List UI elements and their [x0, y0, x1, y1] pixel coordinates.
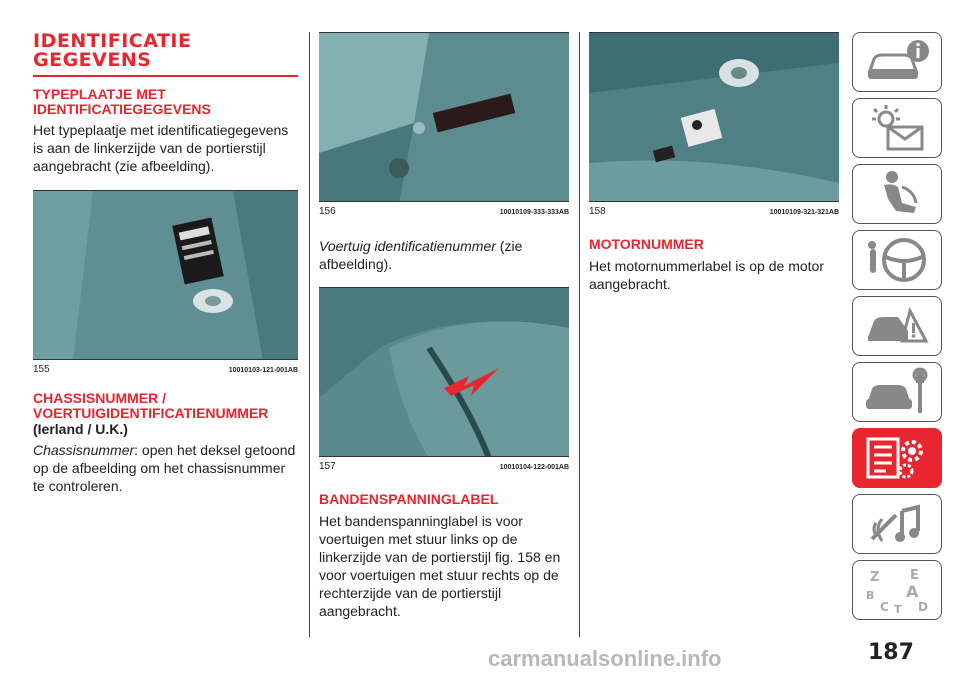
index-icon — [862, 565, 932, 615]
tab-car-wrench[interactable] — [852, 362, 942, 422]
hood-photo — [319, 288, 569, 457]
figure-number: 155 — [33, 364, 50, 375]
section-text-bandenspanning: Het bandenspanninglabel is voor voertuigen met stuur links op de linkerzijde van de portierstijl fig. 158 en voor voertuigen met stuur rechts op de rechterzijde van de portierstijl aangebracht. — [319, 513, 561, 619]
index-letter: E — [910, 568, 919, 583]
section-text-motornummer: Het motornummerlabel is op de motor aangebracht. — [589, 258, 824, 292]
body-text: : open het deksel getoond op de afbeelding om het chassisnummer te controleren. — [33, 442, 296, 494]
italic-term: Voertuig identificatienummer — [319, 238, 496, 254]
heading-line: TYPEPLAATJE MET — [33, 86, 166, 102]
figure-caption — [33, 364, 298, 375]
page-number: 187 — [868, 640, 914, 665]
page-title — [33, 32, 298, 70]
figure-code: 10010109-333-333AB — [499, 209, 569, 216]
section-subheading: (Ierland / U.K.) — [33, 421, 128, 437]
vin-plate-photo — [319, 33, 569, 202]
figure-caption — [319, 206, 569, 217]
figure-code: 10010104-122-001AB — [499, 464, 569, 471]
heading-line: CHASSISNUMMER / — [33, 390, 167, 406]
tab-warning-lights[interactable] — [852, 98, 942, 158]
italic-term: Chassisnummer — [33, 442, 135, 458]
figure-156 — [319, 32, 569, 202]
tab-multimedia[interactable] — [852, 494, 942, 554]
figure-number: 158 — [589, 206, 606, 217]
index-letter: C — [880, 600, 889, 614]
section-heading-bandenspanning: BANDENSPANNINGLABEL — [319, 491, 499, 507]
figure-code: 10010109-321-321AB — [769, 209, 839, 216]
title-line-2: GEGEVENS — [33, 49, 152, 71]
section-text-chassisnummer — [33, 441, 298, 495]
technical-data-icon — [862, 433, 932, 483]
car-wrench-icon — [862, 367, 932, 417]
figure-157 — [319, 287, 569, 457]
tyre-label-photo — [589, 33, 839, 202]
chapter-tabs — [852, 32, 942, 626]
vin-text — [319, 237, 569, 273]
title-line-1: IDENTIFICATIE — [33, 30, 192, 52]
figure-code: 10010103-121-001AB — [228, 367, 298, 374]
tab-car-info[interactable] — [852, 32, 942, 92]
section-heading-chassisnummer — [33, 391, 298, 421]
figure-caption — [589, 206, 839, 217]
car-info-icon — [862, 37, 932, 87]
section-heading-typeplaatje — [33, 87, 298, 117]
index-letter: B — [866, 589, 875, 602]
figure-caption — [319, 461, 569, 472]
tab-technical-data[interactable] — [852, 428, 942, 488]
door-pillar-photo — [33, 191, 298, 360]
multimedia-icon — [862, 499, 932, 549]
body-text: (zie afbeelding). — [319, 238, 523, 272]
figure-158 — [589, 32, 839, 202]
seat-safety-icon — [862, 169, 932, 219]
heading-line: VOERTUIGIDENTIFICATIENUMMER — [33, 405, 269, 421]
column-divider — [579, 32, 580, 637]
section-text-typeplaatje: Het typeplaatje met identificatiegegevens is aan de linkerzijde van de portierstijl aangebracht (zie afbeelding). — [33, 122, 289, 174]
column-1 — [33, 32, 298, 495]
car-crash-icon — [862, 301, 932, 351]
column-3 — [589, 32, 839, 293]
index-letter: Z — [870, 570, 880, 585]
index-letter: D — [918, 600, 928, 614]
steering-wheel-icon — [862, 235, 932, 285]
figure-155 — [33, 190, 298, 360]
tab-car-crash[interactable] — [852, 296, 942, 356]
title-underline — [33, 75, 298, 77]
watermark: carmanualsonline.info — [488, 646, 722, 671]
figure-number: 156 — [319, 206, 336, 217]
column-2 — [319, 32, 569, 620]
index-letter: T — [894, 603, 902, 615]
column-divider — [309, 32, 310, 637]
tab-seat-safety[interactable] — [852, 164, 942, 224]
heading-line: IDENTIFICATIEGEGEVENS — [33, 101, 211, 117]
section-heading-motornummer: MOTORNUMMER — [589, 236, 704, 252]
tab-steering-wheel[interactable] — [852, 230, 942, 290]
tab-index[interactable] — [852, 560, 942, 620]
figure-number: 157 — [319, 461, 336, 472]
warning-lights-icon — [862, 103, 932, 153]
index-letter: A — [906, 582, 919, 601]
